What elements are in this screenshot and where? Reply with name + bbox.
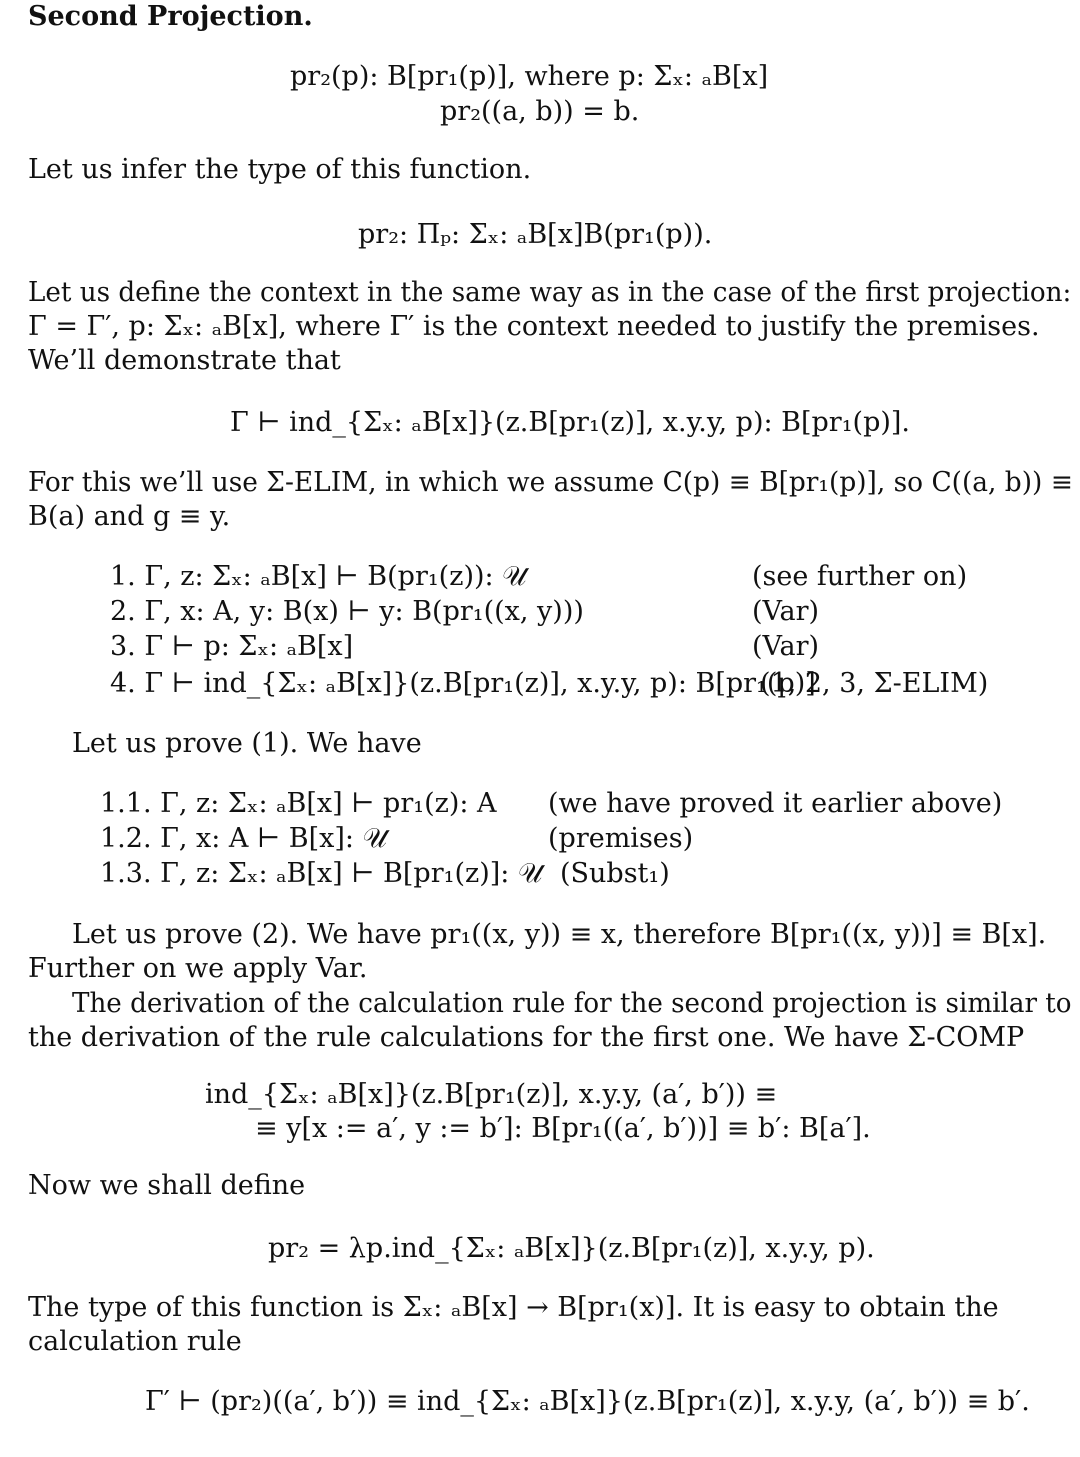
paragraph-prove-2-line-1: Let us prove (2). We have pr₁((x, y)) ≡ x, therefore B[pr₁((x, y))] ≡ B[x]. (72, 919, 1047, 950)
paragraph-define: Now we shall define (28, 1170, 306, 1201)
definition-equation: pr₂ = λp.ind_{Σₓ: ₐB[x]}(z.B[pr₁(z)], x.y.y, p). (268, 1233, 875, 1264)
paragraph-prove-1: Let us prove (1). We have (72, 728, 422, 759)
section-heading: Second Projection. (28, 1, 313, 32)
derivation-step-1: 1. Γ, z: Σₓ: ₐB[x] ⊢ B(pr₁(z)): 𝒰 (110, 561, 527, 592)
derivation-step-2-note: (Var) (752, 596, 820, 627)
sub-derivation-step-1-1: 1.1. Γ, z: Σₓ: ₐB[x] ⊢ pr₁(z): A (100, 788, 497, 819)
computation-line-1: ind_{Σₓ: ₐB[x]}(z.B[pr₁(z)], x.y.y, (a′, b′)) ≡ (205, 1079, 778, 1110)
paragraph-type-line-1: The type of this function is Σₓ: ₐB[x] → B[pr₁(x)]. It is easy to obtain the (28, 1292, 999, 1323)
paragraph-context-line-2: Γ = Γ′, p: Σₓ: ₐB[x], where Γ′ is the context needed to justify the premises. (28, 311, 1040, 342)
sub-derivation-step-1-3-note: (Subst₁) (560, 858, 670, 889)
paragraph-elim-line-2: B(a) and g ≡ y. (28, 501, 231, 532)
sub-derivation-step-1-2: 1.2. Γ, x: A ⊢ B[x]: 𝒰 (100, 823, 387, 854)
derivation-step-4: 4. Γ ⊢ ind_{Σₓ: ₐB[x]}(z.B[pr₁(z)], x.y.y, p): B[pr₁(p)] (110, 668, 816, 699)
paragraph-context-line-3: We’ll demonstrate that (28, 345, 341, 376)
derivation-step-2: 2. Γ, x: A, y: B(x) ⊢ y: B(pr₁((x, y))) (110, 596, 584, 627)
definition-line-1: pr₂(p): B[pr₁(p)], where p: Σₓ: ₐB[x] (290, 61, 769, 92)
type-equation: pr₂: Πₚ: Σₓ: ₐB[x]B(pr₁(p)). (358, 219, 713, 250)
goal-judgement: Γ ⊢ ind_{Σₓ: ₐB[x]}(z.B[pr₁(z)], x.y.y, p): B[pr₁(p)]. (230, 407, 911, 438)
sub-derivation-step-1-3: 1.3. Γ, z: Σₓ: ₐB[x] ⊢ B[pr₁(z)]: 𝒰 (100, 858, 543, 889)
derivation-step-4-note: (1, 2, 3, Σ-ELIM) (760, 668, 989, 699)
paragraph-infer-type: Let us infer the type of this function. (28, 154, 532, 185)
sub-derivation-step-1-2-note: (premises) (548, 823, 694, 854)
derivation-step-3: 3. Γ ⊢ p: Σₓ: ₐB[x] (110, 631, 354, 662)
computation-line-2: ≡ y[x := a′, y := b′]: B[pr₁((a′, b′))] ≡ b′: B[a′]. (255, 1113, 871, 1144)
derivation-step-3-note: (Var) (752, 631, 820, 662)
paragraph-comp-line-1: The derivation of the calculation rule for the second projection is similar to (72, 988, 1072, 1019)
paragraph-elim-line-1: For this we’ll use Σ-ELIM, in which we assume C(p) ≡ B[pr₁(p)], so C((a, b)) ≡ (28, 467, 1073, 498)
paragraph-prove-2-line-2: Further on we apply Var. (28, 953, 368, 984)
paragraph-type-line-2: calculation rule (28, 1326, 242, 1357)
paragraph-comp-line-2: the derivation of the rule calculations for the first one. We have Σ-COMP (28, 1022, 1025, 1053)
sub-derivation-step-1-1-note: (we have proved it earlier above) (548, 788, 1003, 819)
final-calculation-rule: Γ′ ⊢ (pr₂)((a′, b′)) ≡ ind_{Σₓ: ₐB[x]}(z.B[pr₁(z)], x.y.y, (a′, b′)) ≡ b′. (145, 1386, 1030, 1417)
paragraph-context-line-1: Let us define the context in the same way as in the case of the first projection: (28, 277, 1072, 308)
derivation-step-1-note: (see further on) (752, 561, 968, 592)
definition-line-2: pr₂((a, b)) = b. (440, 96, 640, 127)
